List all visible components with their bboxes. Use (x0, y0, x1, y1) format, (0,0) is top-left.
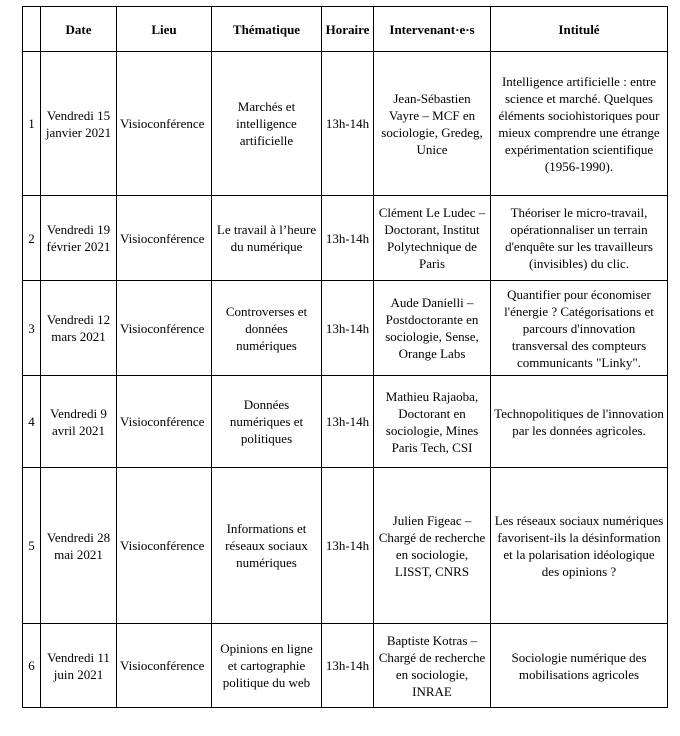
header-num (23, 7, 41, 52)
session-location: Visioconférence (117, 468, 212, 624)
session-date: Vendredi 19 février 2021 (41, 196, 117, 281)
session-title: Les réseaux sociaux numériques favorisent-ils la désinformation et la polarisation idéologique des opinions ? (491, 468, 668, 624)
session-time: 13h-14h (322, 468, 374, 624)
session-number: 6 (23, 624, 41, 708)
session-theme: Marchés et intelligence artificielle (212, 52, 322, 196)
header-intitule: Intitulé (491, 7, 668, 52)
session-location: Visioconférence (117, 624, 212, 708)
session-speaker: Julien Figeac – Chargé de recherche en sociologie, LISST, CNRS (374, 468, 491, 624)
session-date: Vendredi 12 mars 2021 (41, 281, 117, 376)
session-speaker: Mathieu Rajaoba, Doctorant en sociologie, Mines Paris Tech, CSI (374, 376, 491, 468)
session-number: 4 (23, 376, 41, 468)
session-theme: Le travail à l’heure du numérique (212, 196, 322, 281)
table-row (23, 376, 668, 468)
session-location: Visioconférence (117, 281, 212, 376)
session-location: Visioconférence (117, 196, 212, 281)
session-time: 13h-14h (322, 281, 374, 376)
session-number: 2 (23, 196, 41, 281)
session-theme: Opinions en ligne et cartographie politique du web (212, 624, 322, 708)
session-date: Vendredi 11 juin 2021 (41, 624, 117, 708)
table-row (23, 52, 668, 196)
table-row (23, 196, 668, 281)
header-thematique: Thématique (212, 7, 322, 52)
session-time: 13h-14h (322, 196, 374, 281)
session-title: Sociologie numérique des mobilisations agricoles (491, 624, 668, 708)
session-speaker: Clément Le Ludec – Doctorant, Institut Polytechnique de Paris (374, 196, 491, 281)
seminar-schedule-table (22, 6, 668, 708)
session-time: 13h-14h (322, 376, 374, 468)
header-horaire: Horaire (322, 7, 374, 52)
session-speaker: Baptiste Kotras – Chargé de recherche en sociologie, INRAE (374, 624, 491, 708)
session-time: 13h-14h (322, 52, 374, 196)
session-theme: Controverses et données numériques (212, 281, 322, 376)
session-date: Vendredi 15 janvier 2021 (41, 52, 117, 196)
session-speaker: Jean-Sébastien Vayre – MCF en sociologie, Gredeg, Unice (374, 52, 491, 196)
table-row (23, 281, 668, 376)
session-theme: Données numériques et politiques (212, 376, 322, 468)
session-title: Quantifier pour économiser l'énergie ? Catégorisations et parcours d'innovation transversal des compteurs communicants "Linky". (491, 281, 668, 376)
session-location: Visioconférence (117, 52, 212, 196)
session-theme: Informations et réseaux sociaux numériques (212, 468, 322, 624)
table-row (23, 624, 668, 708)
header-intervenants: Intervenant·e·s (374, 7, 491, 52)
session-title: Théoriser le micro-travail, opérationnaliser un terrain d'enquête sur les travailleurs (invisibles) du clic. (491, 196, 668, 281)
session-title: Technopolitiques de l'innovation par les données agricoles. (491, 376, 668, 468)
session-number: 1 (23, 52, 41, 196)
session-date: Vendredi 9 avril 2021 (41, 376, 117, 468)
session-speaker: Aude Danielli – Postdoctorante en sociologie, Sense, Orange Labs (374, 281, 491, 376)
session-time: 13h-14h (322, 624, 374, 708)
header-date: Date (41, 7, 117, 52)
header-lieu: Lieu (117, 7, 212, 52)
session-number: 5 (23, 468, 41, 624)
session-date: Vendredi 28 mai 2021 (41, 468, 117, 624)
session-title: Intelligence artificielle : entre science et marché. Quelques éléments sociohistoriques pour mieux comprendre une étrange expérimentation scientifique (1956-1990). (491, 52, 668, 196)
session-number: 3 (23, 281, 41, 376)
session-location: Visioconférence (117, 376, 212, 468)
table-row (23, 468, 668, 624)
header-row (23, 7, 668, 52)
